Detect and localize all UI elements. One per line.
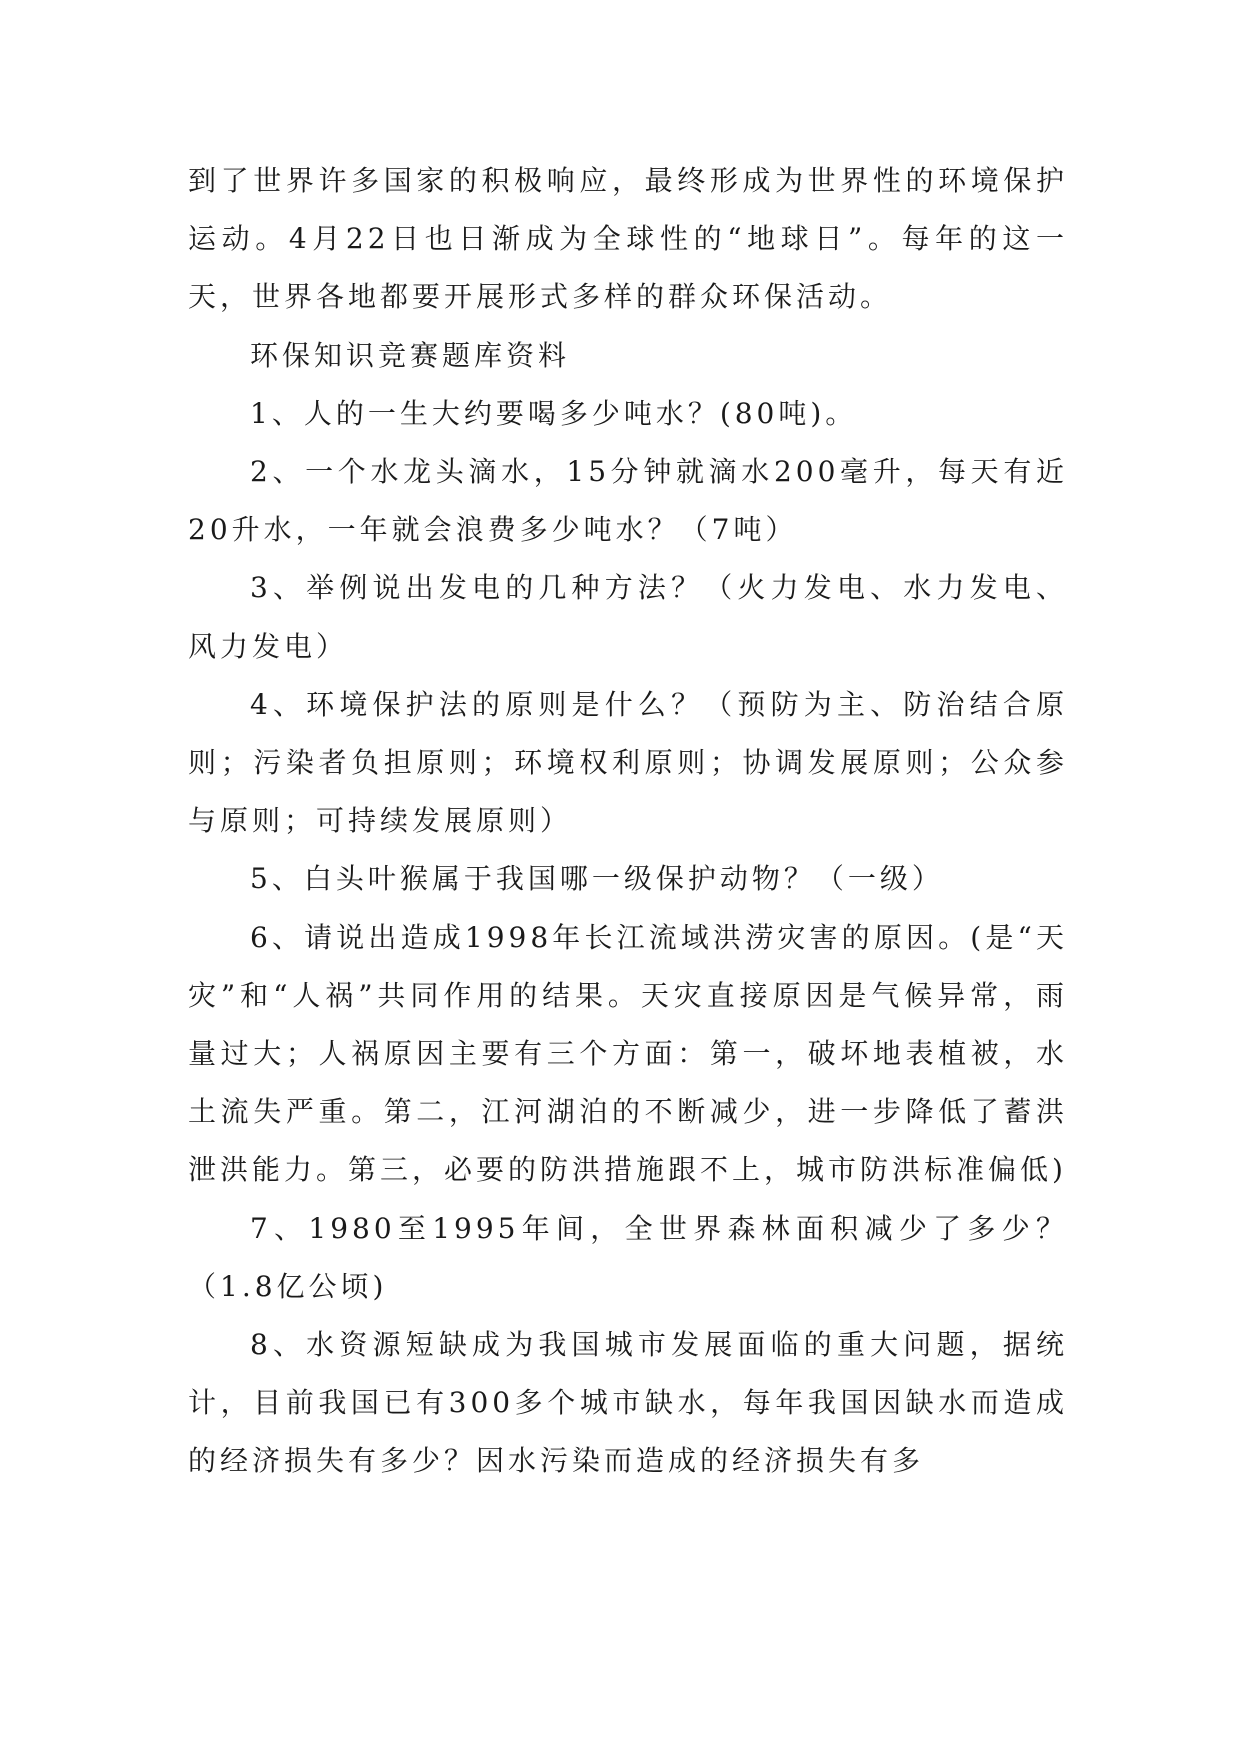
question-item-3: 3、举例说出发电的几种方法？（火力发电、水力发电、风力发电）	[188, 571, 1068, 663]
document-body	[188, 152, 1068, 1491]
question-item-6: 6、请说出造成1998年长江流域洪涝灾害的原因。(是“天灾”和“人祸”共同作用的结果。天灾直接原因是气候异常，雨量过大；人祸原因主要有三个方面：第一，破坏地表植被，水土流失严重。第二，江河湖泊的不断减少，进一步降低了蓄洪泄洪能力。第三，必要的防洪措施跟不上，城市防洪标准偏低)	[188, 920, 1068, 1187]
question-item-5: 5、白头叶猴属于我国哪一级保护动物？（一级）	[250, 862, 944, 896]
question-item-7: 7、1980至1995年间，全世界森林面积减少了多少？（1.8亿公顷)	[188, 1211, 1068, 1303]
question-item-1: 1、人的一生大约要喝多少吨水？(80吨)。	[250, 396, 858, 430]
paragraph-continuation: 到了世界许多国家的积极响应，最终形成为世界性的环境保护运动。4月22日也日渐成为全球性的“地球日”。每年的这一天，世界各地都要开展形式多样的群众环保活动。	[188, 164, 1068, 314]
question-item-2: 2、一个水龙头滴水，15分钟就滴水200毫升，每天有近20升水，一年就会浪费多少吨水？（7吨）	[188, 455, 1068, 547]
section-heading: 环保知识竞赛题库资料	[250, 338, 571, 372]
question-item-8: 8、水资源短缺成为我国城市发展面临的重大问题，据统计，目前我国已有300多个城市缺水，每年我国因缺水而造成的经济损失有多少？因水污染而造成的经济损失有多	[188, 1328, 1068, 1478]
question-item-4: 4、环境保护法的原则是什么？（预防为主、防治结合原则；污染者负担原则；环境权利原则；协调发展原则；公众参与原则；可持续发展原则）	[188, 687, 1068, 838]
